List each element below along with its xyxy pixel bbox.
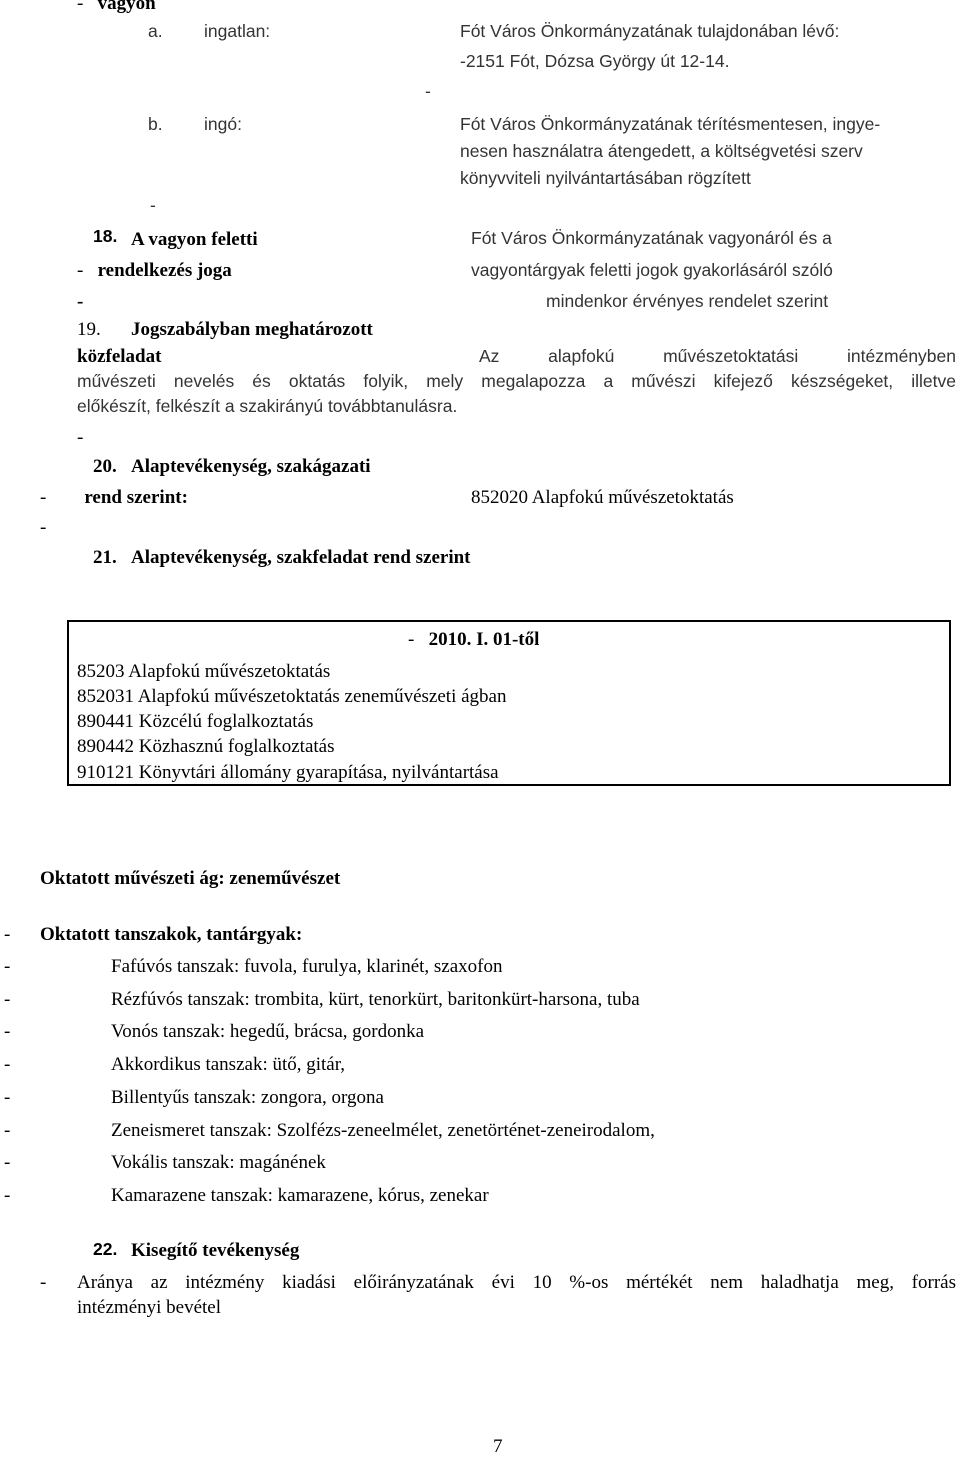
subject-item: Fafúvós tanszak: fuvola, furulya, klarinét, szaxofon xyxy=(111,956,503,977)
section-19-number: 19. xyxy=(77,319,101,340)
section-21-title: Alaptevékenység, szakfeladat rend szerint xyxy=(131,547,471,568)
ingatlan-value-line1: Fót Város Önkormányzatának tulajdonában lévő: xyxy=(460,21,840,41)
section-19-title-line2: közfeladat xyxy=(77,346,162,367)
ingatlan-letter: a. xyxy=(148,21,163,41)
section-18-value-line3: mindenkor érvényes rendelet szerint xyxy=(546,291,829,311)
ingatlan-label: ingatlan: xyxy=(204,21,271,41)
list-dash: - xyxy=(4,1054,11,1075)
list-dash: - xyxy=(40,1272,47,1293)
section-20-title-line2: rend szerint: xyxy=(84,487,188,508)
section-18-number: 18. xyxy=(93,226,118,246)
list-dash: - xyxy=(4,956,11,977)
section-18-value-line2: vagyontárgyak feletti jogok gyakorlásáról szóló xyxy=(471,260,833,280)
subject-item: Kamarazene tanszak: kamarazene, kórus, zenekar xyxy=(111,1185,489,1206)
list-dash: - xyxy=(425,81,431,101)
section-22-text-line1: Aránya az intézmény kiadási előirányzatának évi 10 %-os mértékét nem haladhatja meg, forrás xyxy=(77,1272,956,1293)
page-number: 7 xyxy=(493,1436,503,1457)
subject-item: Rézfúvós tanszak: trombita, kürt, tenorkürt, baritonkürt-harsona, tuba xyxy=(111,989,640,1010)
subject-item: Akkordikus tanszak: ütő, gitár, xyxy=(111,1054,346,1075)
section-20-number: 20. xyxy=(93,456,117,477)
list-dash: - xyxy=(408,629,415,650)
ingatlan-value-line2: 2151 Fót, Dózsa György út 12-14. xyxy=(465,51,730,71)
vagyon-heading: vagyon xyxy=(97,0,156,14)
list-dash: - xyxy=(4,1120,11,1141)
subject-item: Billentyűs tanszak: zongora, orgona xyxy=(111,1087,384,1108)
list-dash: - xyxy=(40,487,47,508)
list-dash: - xyxy=(4,1152,11,1173)
list-dash: - xyxy=(4,989,11,1010)
box-item: 852031 Alapfokú művészetoktatás zeneművészeti ágban xyxy=(77,686,507,707)
section-18-title-line2: rendelkezés joga xyxy=(97,260,232,281)
list-dash: - xyxy=(4,1021,11,1042)
section-22-number: 22. xyxy=(93,1239,118,1259)
list-dash: - xyxy=(460,51,466,71)
list-dash: - xyxy=(77,427,84,448)
subject-item: Vonós tanszak: hegedű, brácsa, gordonka xyxy=(111,1021,425,1042)
section-19-title-line1: Jogszabályban meghatározott xyxy=(131,319,373,340)
list-dash: - xyxy=(77,291,84,312)
list-dash: - xyxy=(150,195,156,215)
list-dash: - xyxy=(40,517,47,538)
section-19-text-first: Az alapfokú művészetoktatási intézményben xyxy=(479,346,956,366)
section-20-title-line1: Alaptevékenység, szakágazati xyxy=(131,456,371,477)
list-dash: - xyxy=(4,924,11,945)
ingo-value-line3: könyvviteli nyilvántartásában rögzített xyxy=(460,168,751,188)
section-20-value: 852020 Alapfokú művészetoktatás xyxy=(471,487,734,508)
section-22-title: Kisegítő tevékenység xyxy=(131,1240,300,1261)
box-item: 910121 Könyvtári állomány gyarapítása, nyilvántartása xyxy=(77,762,499,783)
list-dash: - xyxy=(77,0,84,14)
ingo-value-line2: nesen használatra átengedett, a költségvetési szerv xyxy=(460,141,863,161)
box-header: 2010. I. 01-től xyxy=(428,629,540,650)
ingo-label: ingó: xyxy=(204,114,242,134)
section-19-text-line2: művészeti nevelés és oktatás folyik, mely megalapozza a művészi kifejező készségeket, illetve xyxy=(77,371,956,391)
ingo-value-line1: Fót Város Önkormányzatának térítésmentesen, ingye- xyxy=(460,114,881,134)
art-branch-heading: Oktatott művészeti ág: zeneművészet xyxy=(40,868,341,889)
list-dash: - xyxy=(4,1087,11,1108)
section-18-value-line1: Fót Város Önkormányzatának vagyonáról és a xyxy=(471,228,832,248)
ingo-letter: b. xyxy=(148,114,163,134)
list-dash: - xyxy=(4,1185,11,1206)
box-item: 890442 Közhasznú foglalkoztatás xyxy=(77,736,335,757)
section-19-text-line3: előkészít, felkészít a szakirányú továbbtanulásra. xyxy=(77,396,458,416)
section-18-title-line1: A vagyon feletti xyxy=(131,229,258,250)
subject-item: Zeneismeret tanszak: Szolfézs-zeneelmélet, zenetörténet-zeneirodalom, xyxy=(111,1120,655,1141)
box-item: 85203 Alapfokú művészetoktatás xyxy=(77,661,331,682)
section-21-number: 21. xyxy=(93,547,117,568)
box-item: 890441 Közcélú foglalkoztatás xyxy=(77,711,314,732)
section-22-text-line2: intézményi bevétel xyxy=(77,1297,222,1318)
subject-item: Vokális tanszak: magánének xyxy=(111,1152,326,1173)
subjects-heading: Oktatott tanszakok, tantárgyak: xyxy=(40,924,303,945)
list-dash: - xyxy=(77,260,84,281)
